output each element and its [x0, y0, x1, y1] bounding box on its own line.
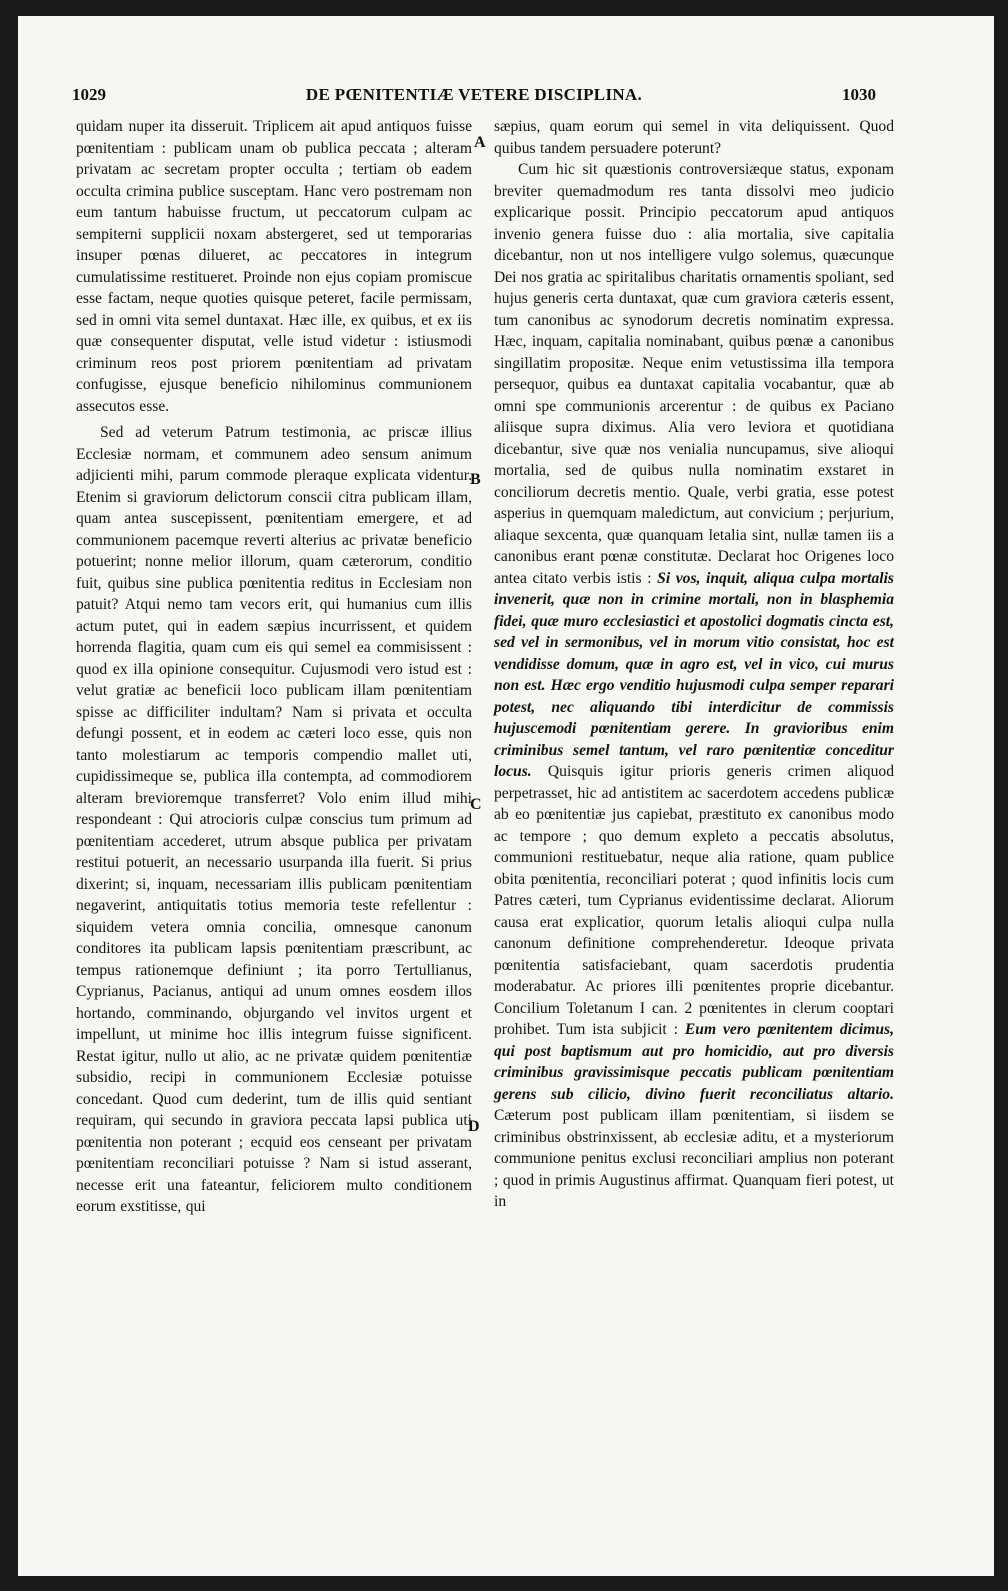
- left-paragraph-1: quidam nuper ita disseruit. Triplicem ait apud antiquos fuisse pœnitentiam : publicam unam ob publica peccata ; alteram privatam ac secretam propter occulta ; tertiam ob eadem occulta crimina publice susceptam. Hanc vero postremam non eum tantum habuisse fructum, ut peccatorum culpam ac sempiterni supplicii noxam abstergeret, sed ut temporarias insuper pœnas dilueret, ac peccatores in integrum cumulatissime restitueret. Proinde non ejus copiam promiscue esse factam, neque quoties quisque peteret, facile permissam, sed in omni vita semel duntaxat. Hæc ille, ex quibus, et ex iis quæ consequenter disputat, velle istud videtur : istiusmodi criminum reos post priorem pœnitentiam ad privatam confugisse, ejusque beneficio nihilominus communionem assecutos esse.: [76, 118, 472, 415]
- left-paragraph-2: Sed ad veterum Patrum testimonia, ac priscæ illius Ecclesiæ normam, et communem adeo sensum animum adjicienti mihi, parum commode pleraque explicata videntur. Etenim si graviorum delictorum conscii citra publicam illam, quam antea suscepissent, pœnitentiam emergere, et ad communionem pacemque reverti alterius ac privatæ beneficio potuerint; nonne melior illorum, quam cæterorum, conditio fuit, quibus sine publica pœnitentia reditus in Ecclesiam non patuit? Atqui nemo tam vecors erit, qui humanius cum illis actum putet, qui in eadem sæpius incurrissent, et quidem horrenda flagitia, quam cum eis qui semel ea commisissent : quod ex illa opinione consequitur. Cujusmodi vero istud est : velut gratiæ ac beneficii loco publicam illam pœnitentiam spisse ac difficiliter indultam? Nam si privata et occulta defungi possent, et in eodem ac cæteri loco esse, quis non tanto molestiarum ac temporis compendio mallet uti, cupidissimeque se, publica illa contempta, ad commodiorem alteram brevioremque transferret? Volo enim illud mihi respondeant : Qui atrocioris culpæ conscius tum primum ad pœnitentiam accederet, utrum absque publica per privatam restitui potuerit, an necessario usurpanda illa fuerit. Si prius dixerint; si, inquam, necessariam illis publicam pœnitentiam negaverint, antiquitatis totius memoria teste refellentur : siquidem vetera omnia concilia, omnesque canonum conditores ita publicam lapsis pœnitentiam præscribunt, ac tempus rationemque definiunt ; ita porro Tertullianus, Cyprianus, Pacianus, antiqui ad unum omnes eosdem illos hortando, comminando, objurgando vel invitos urgent et impellunt, ut minime hoc illis integrum fuisse significent. Restat igitur, nullo ut alio, ac ne privatæ quidem pœnitentiæ subsidio, recipi in communionem Ecclesiæ potuisse concedant. Quod cum dederint, tum de illis quid sentiant requiram, qui secundo in graviora peccata lapsi publica uti pœnitentia non poterant ; ecquid eos censeant per privatam pœnitentiam reconciliari potuisse ? Nam si istud asserant, necesse erit una fateantur, feliciorem multo conditionem eorum exstitisse, qui: [76, 424, 472, 1215]
- right-paragraph-2-part-b: Quisquis igitur prioris generis crimen aliquod perpetrasset, hic ad antistitem ac sacerdotem accedens publicæ ab eo pœnitentiæ jus capiebat, præstituto ex canonibus modo ac tempore ; quo demum expleto a peccatis absolutus, communioni restituebatur, neque alia ratione, quam publice obita pœnitentia, reconciliari poterat ; quod infinitis locis cum Patres cæteri, tum Cyprianus evidentissime declarat. Aliorum causa erat explicatior, quorum letalis alioqui culpa nulla canonum definitione comprehenderetur. Ideoque privata pœnitentia satisfaciebant, quam sacerdotis prudentia moderabatur. Ac priores illi pœnitentes proprie dicebantur. Concilium Toletanum I can. 2 pœnitentes in clerum cooptari prohibet. Tum ista subjicit :: [494, 763, 894, 1038]
- running-title: DE PŒNITENTIÆ VETERE DISCIPLINA.: [305, 85, 643, 104]
- right-paragraph-2-part-c: Cæterum post publicam illam pœnitentiam, si iisdem se criminibus obstrinxissent, ab ecclesiæ aditu, et a mysteriorum communione penitus exclusi reconciliari amplius non poterant ; quod in primis Augustinus affirmat. Quanquam fieri potest, ut in: [494, 1107, 894, 1210]
- left-column: [76, 116, 472, 1218]
- book-page: [18, 16, 994, 1576]
- margin-marker-d: D: [468, 1118, 480, 1135]
- page-number-left: 1029: [72, 85, 106, 104]
- margin-marker-b: B: [470, 471, 481, 488]
- page-number-right: 1030: [842, 85, 876, 104]
- margin-marker-a: A: [474, 134, 486, 151]
- right-paragraph-2-part-a: Cum hic sit quæstionis controversiæque status, exponam breviter quemadmodum res tanta dissolvi meo judicio explicarique possit. Principio peccatorum apud antiquos invenio genera fuisse duo : alia mortalia, sive capitalia dicebantur, non ut nos intelligere vulgo solemus, quæcunque Dei nos gratia ac spiritalibus charitatis ornamentis spoliant, sed hujus generis certa duntaxat, quæ cum graviora cæteris essent, tum canonibus ac synodorum decretis nominatim expressa. Hæc, inquam, capitalia nominabant, quibus pœnæ a canonibus singillatim propositæ. Neque enim vetustissima illa tempora persequor, quibus ea duntaxat capitalia vocabantur, quæ ab omni spe communionis arcerentur : de quibus ex Paciano aliisque supra diximus. Alia vero leviora et quotidiana dicebantur, sive quæ nos venialia nuncupamus, sive alioqui mortalia, sed de quibus nulla nominatim exstaret in conciliorum decretis mentio. Quale, verbi gratia, esse potest asperius in quemquam maledictum, aut convicium ; perjurium, aliaque sexcenta, quæ quanquam letalia sint, nullæ tamen iis a canonibus erant pœnæ constitutæ. Declarat hoc Origenes loco antea citato verbis istis :: [494, 161, 894, 587]
- toledo-council-quotation: Eum vero pœnitentem dicimus, qui post baptismum aut pro homicidio, aut pro diversis criminibus gravissimisque peccatis publicam pœnitentiam gerens sub cilicio, divino fuerit reconciliatus altario.: [494, 1021, 894, 1103]
- right-column: [494, 116, 894, 1213]
- margin-marker-c: C: [470, 796, 482, 813]
- right-paragraph-2: [494, 159, 894, 1213]
- right-paragraph-1: sæpius, quam eorum qui semel in vita deliquissent. Quod quibus tandem persuadere poterunt?: [494, 118, 894, 157]
- origen-quotation: Si vos, inquit, aliqua culpa mortalis invenerit, quæ non in crimine mortali, non in blasphemia fidei, quæ muro ecclesiastici et apostolici dogmatis cincta est, sed vel in sermonibus, vel in morum vitio consistat, hoc est vendidisse domum, quæ in agro est, vel in vico, cui murus non est. Hæc ergo venditio hujusmodi culpa semper reparari potest, nec aliquando tibi interdicitur de commissis hujuscemodi pœnitentiam gerere. In gravioribus enim criminibus semel tantum, vel raro pœnitentiæ conceditur locus.: [494, 569, 894, 780]
- running-header: [72, 85, 876, 115]
